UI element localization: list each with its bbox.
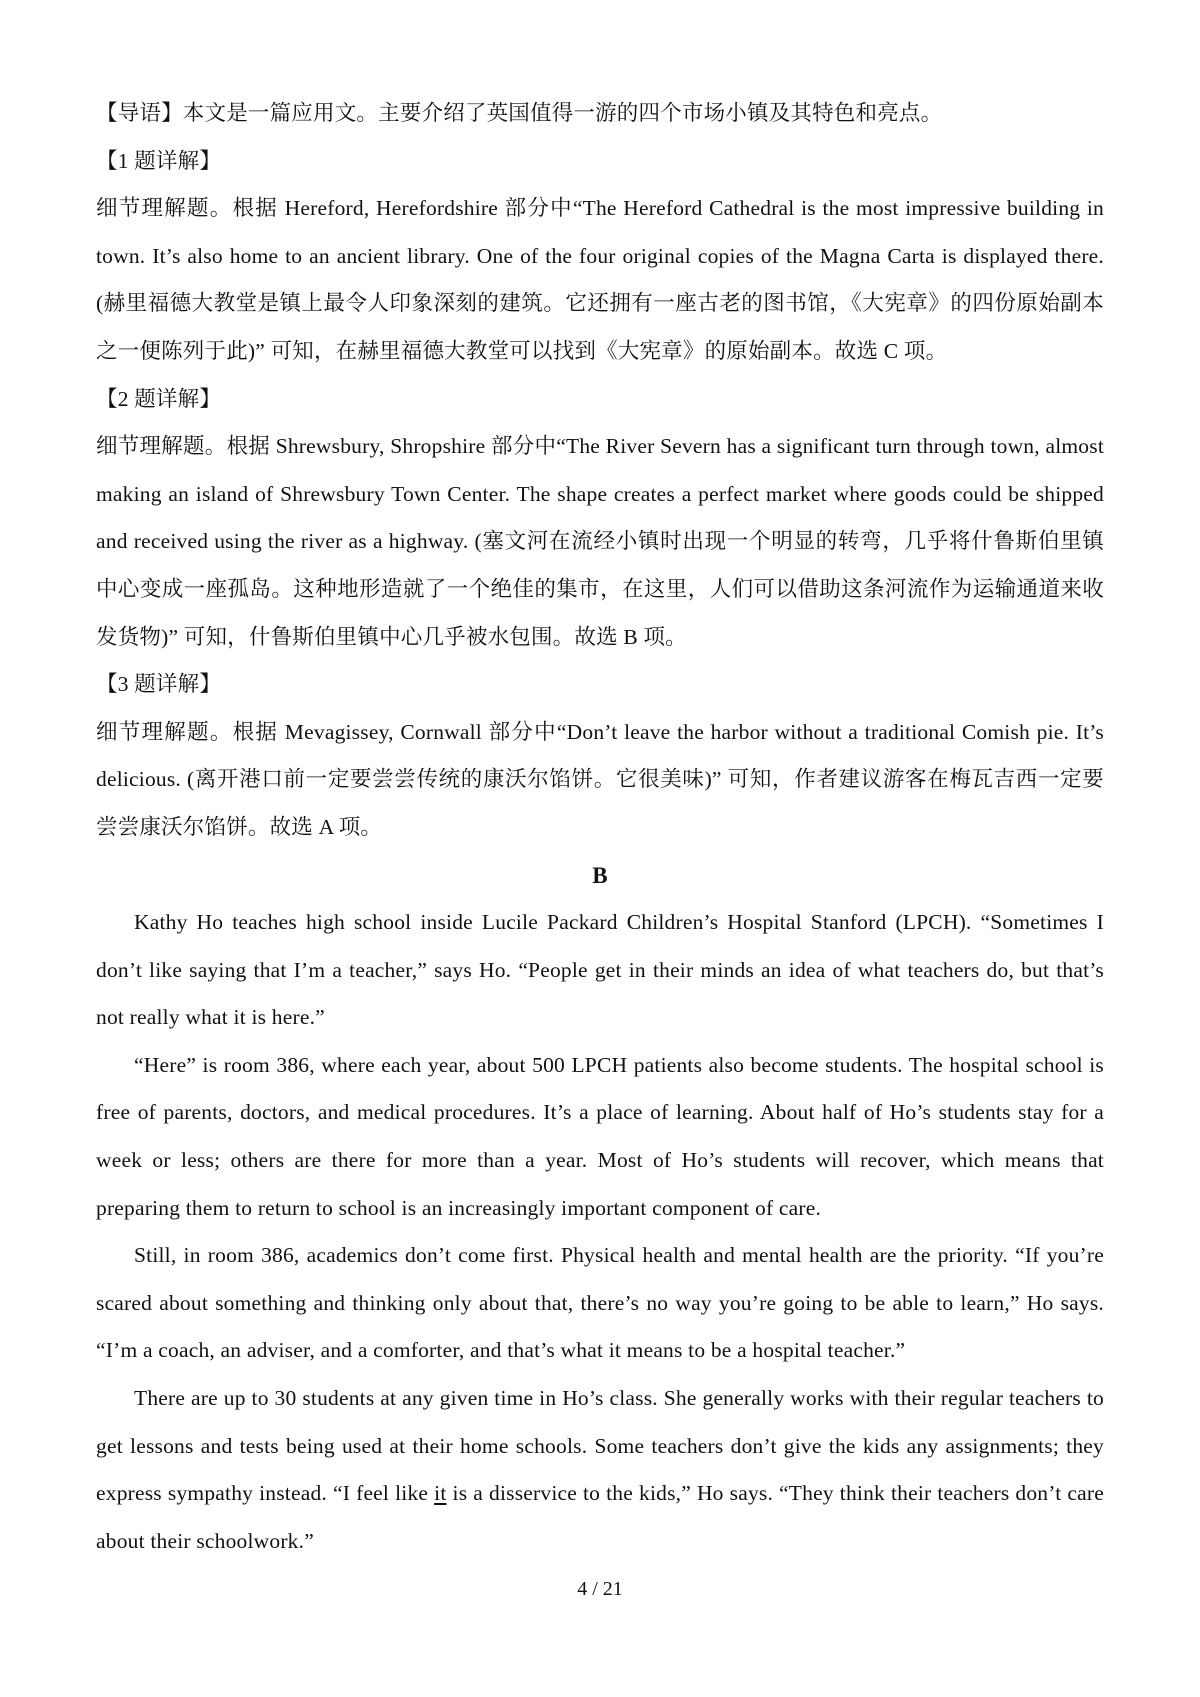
passage-paragraph-1: Kathy Ho teaches high school inside Lucile Packard Children’s Hospital Stanford (LPCH). “Sometimes I don’t like saying that I’m a teacher,” says Ho. “People get in their minds an idea of what teachers do, but that’s not really what it is here.” — [96, 910, 1104, 1030]
question-3-heading: 【3 题详解】 — [96, 672, 222, 697]
question-2-heading: 【2 题详解】 — [96, 386, 222, 411]
passage-paragraph-3: Still, in room 386, academics don’t come first. Physical health and mental health are the priority. “If you’re scared about something and thinking only about that, there’s no way you’re going to be able to learn,” Ho says. “I’m a coach, an adviser, and a comforter, and that’s what it means to be a hospital teacher.” — [96, 1243, 1104, 1363]
question-3-explanation: 细节理解题。根据 Mevagissey, Cornwall 部分中“Don’t leave the harbor without a traditional Comish pie. It’s delicious. (离开港口前一定要尝尝传统的康沃尔馅饼。它很美味)” 可知，作者建议游客在梅瓦吉西一定要尝尝康沃尔馅饼。故选 A 项。 — [96, 719, 1104, 839]
section-b-heading: B — [592, 862, 608, 888]
page-number: 4 / 21 — [577, 1578, 623, 1600]
intro-note: 【导语】本文是一篇应用文。主要介绍了英国值得一游的四个市场小镇及其特色和亮点。 — [96, 101, 943, 125]
passage-paragraph-4-before: There are up to 30 students at any given time in Ho’s class. She generally works with their regular teachers to get lessons and tests being used at their home schools. Some teachers don’t give the kids any assignments; they express sympathy instead. “I feel like — [96, 1386, 1104, 1506]
passage-paragraph-4 — [96, 1375, 1104, 1565]
question-1-heading: 【1 题详解】 — [96, 148, 222, 173]
passage-paragraph-4-after: is a disservice to the kids,” Ho says. “They think their teachers don’t care about their schoolwork.” — [96, 1481, 1104, 1553]
page-content — [96, 90, 1104, 1565]
question-2-explanation: 细节理解题。根据 Shrewsbury, Shropshire 部分中“The River Severn has a significant turn through town, almost making an island of Shrewsbury Town Center. The shape creates a perfect market where goods could be shipped and received using the river as a highway. (塞文河在流经小镇时出现一个明显的转弯，几乎将什鲁斯伯里镇中心变成一座孤岛。这种地形造就了一个绝佳的集市，在这里，人们可以借助这条河流作为运输通道来收发货物)” 可知，什鲁斯伯里镇中心几乎被水包围。故选 B 项。 — [96, 434, 1104, 649]
passage-paragraph-2: “Here” is room 386, where each year, about 500 LPCH patients also become students. The hospital school is free of parents, doctors, and medical procedures. It’s a place of learning. About half of Ho’s students stay for a week or less; others are there for more than a year. Most of Ho’s students will recover, which means that preparing them to return to school is an increasingly important component of care. — [96, 1052, 1104, 1220]
underlined-word: it — [434, 1481, 447, 1506]
question-1-explanation: 细节理解题。根据 Hereford, Herefordshire 部分中“The Hereford Cathedral is the most impressive building in town. It’s also home to an ancient library. One of the four original copies of the Magna Carta is displayed there. (赫里福德大教堂是镇上最令人印象深刻的建筑。它还拥有一座古老的图书馆，《大宪章》的四份原始副本之一便陈列于此)” 可知，在赫里福德大教堂可以找到《大宪章》的原始副本。故选 C 项。 — [96, 196, 1104, 363]
